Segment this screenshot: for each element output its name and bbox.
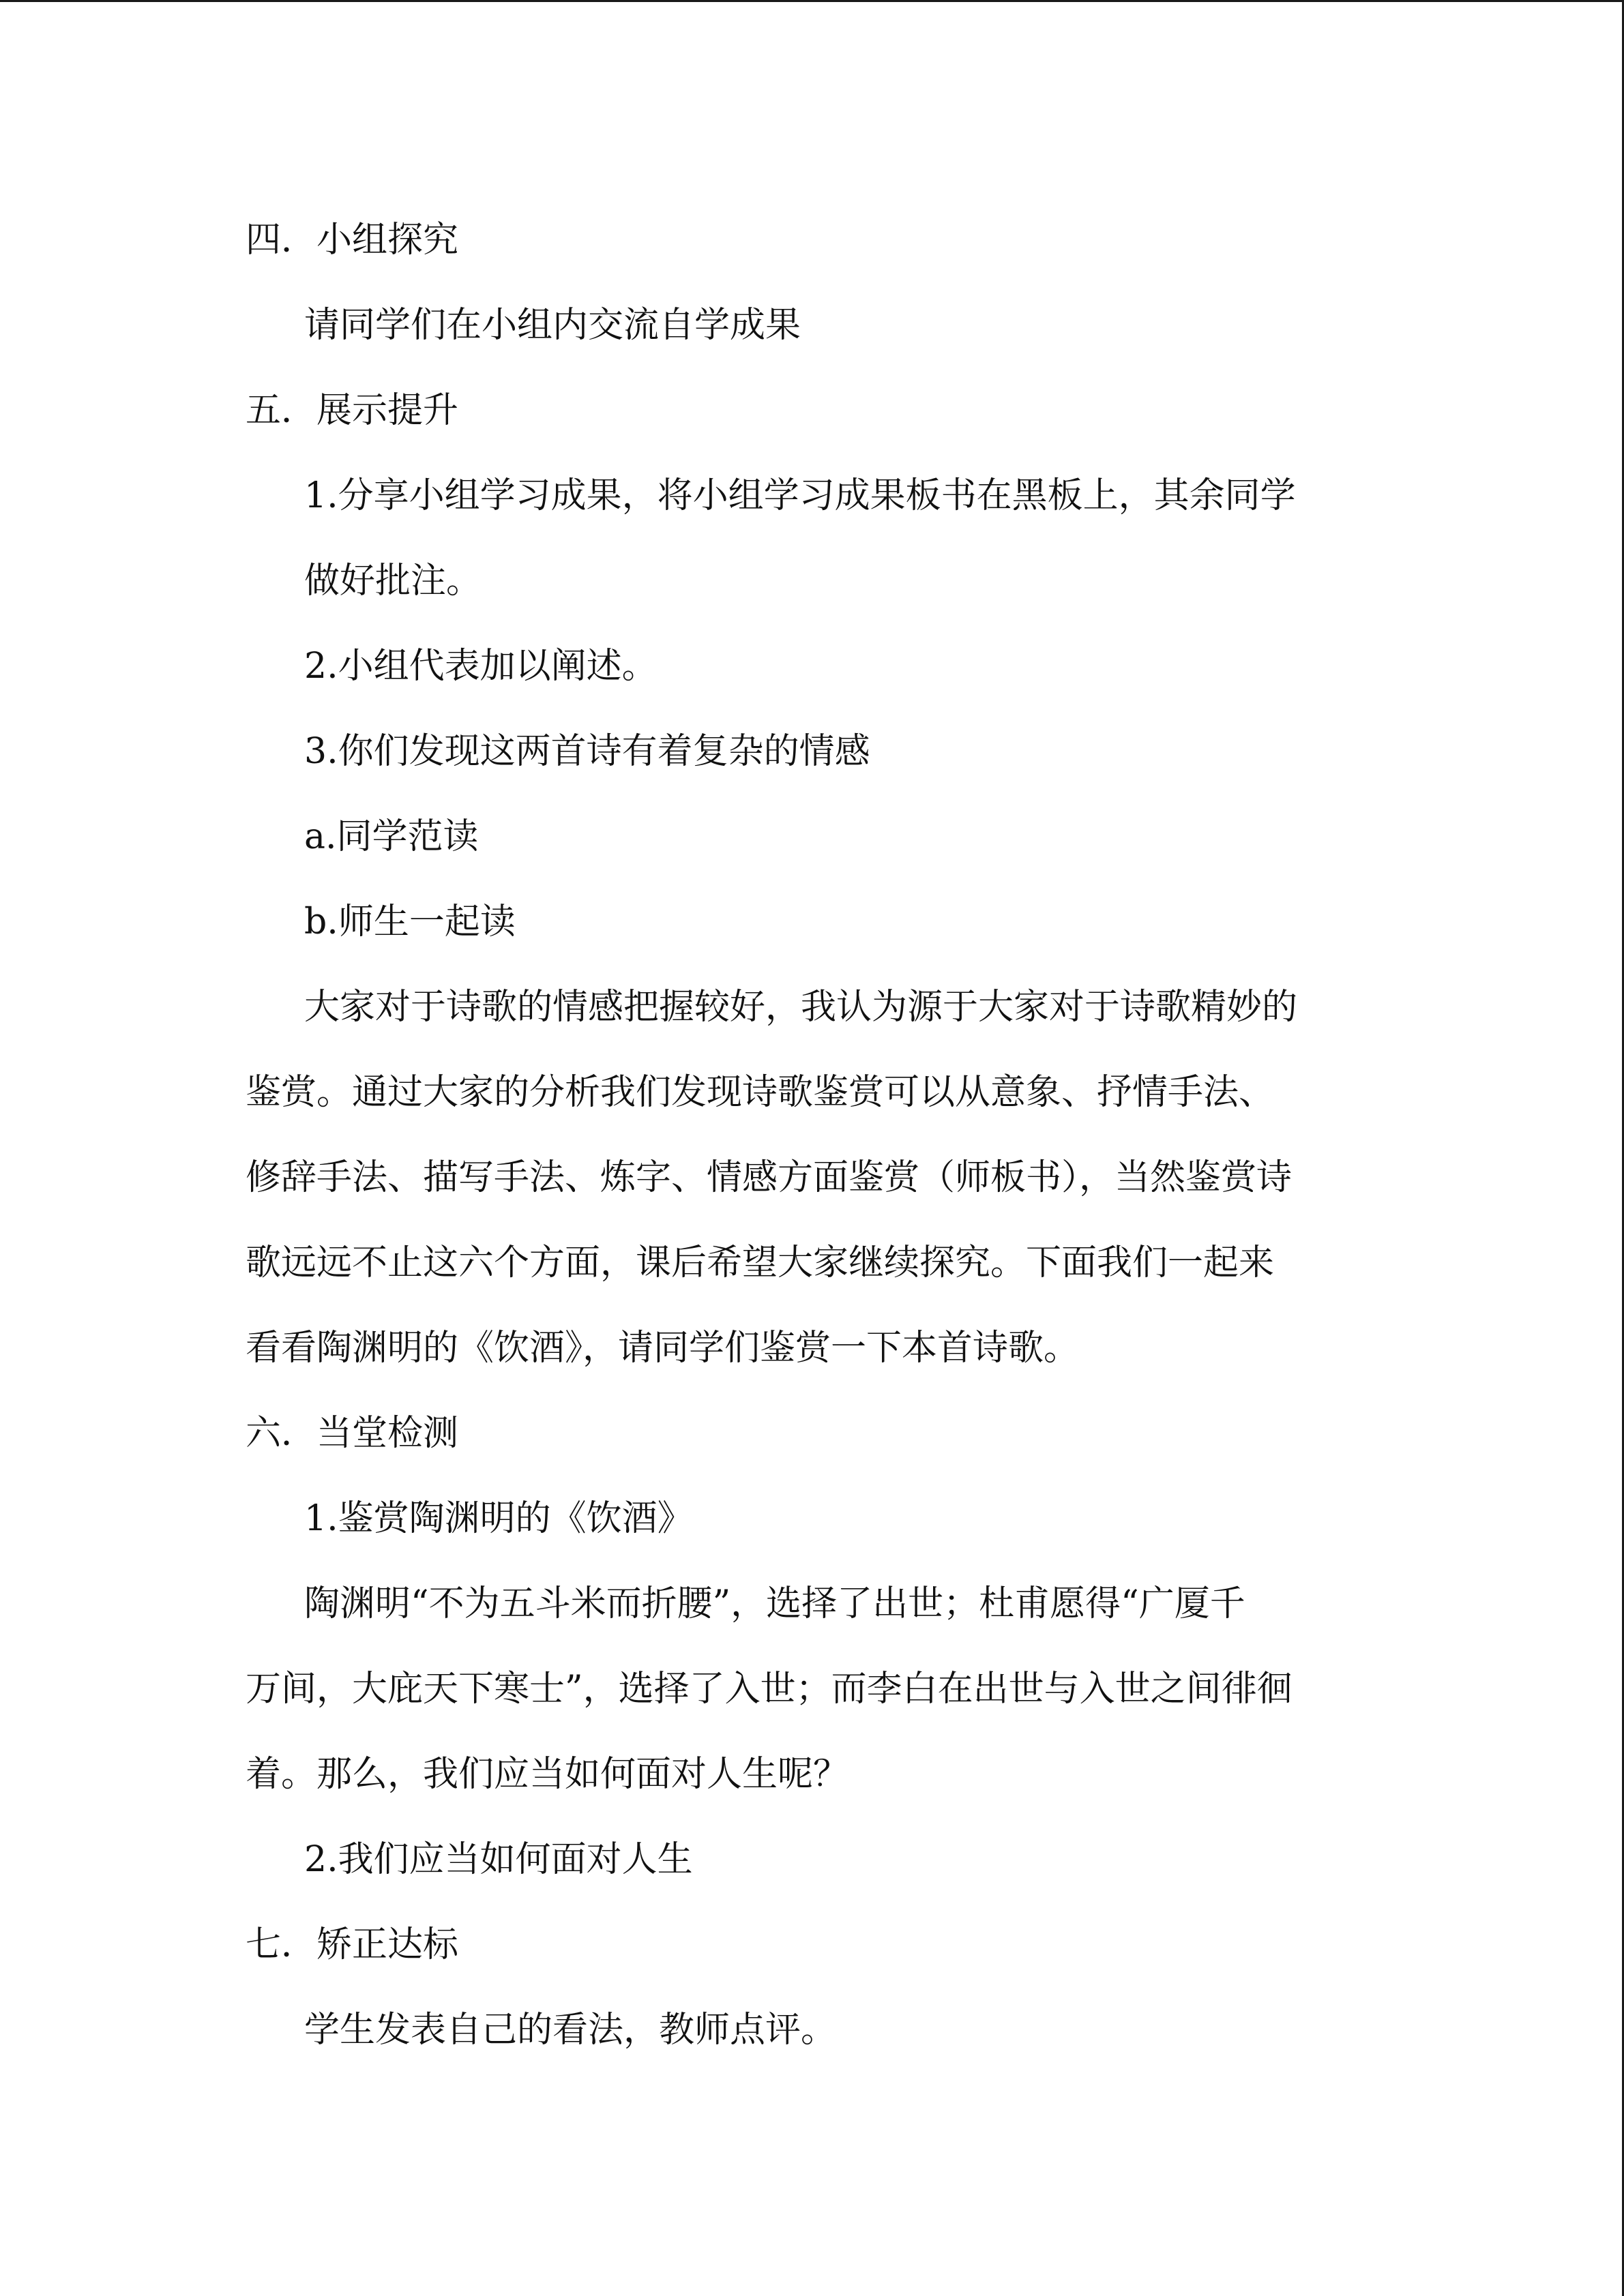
paragraph-line: 修辞手法、描写手法、炼字、情感方面鉴赏（师板书），当然鉴赏诗 [246,1157,1293,1198]
list-item-line: 2.我们应当如何面对人生 [304,1839,693,1880]
paragraph-line: 鉴赏。通过大家的分析我们发现诗歌鉴赏可以从意象、抒情手法、 [246,1072,1275,1113]
paragraph-line: 歌远远不止这六个方面，课后希望大家继续探究。下面我们一起来 [246,1242,1275,1283]
section-heading-class-test: 六．当堂检测 [246,1413,459,1454]
paragraph-line: 学生发表自己的看法，教师点评。 [304,2010,837,2051]
paragraph-line: 请同学们在小组内交流自学成果 [304,305,801,346]
list-item-line: 3.你们发现这两首诗有着复杂的情感 [304,731,870,772]
list-item-line: 2.小组代表加以阐述。 [304,646,658,687]
paragraph-line: 万间，大庇天下寒士”，选择了入世；而李白在出世与入世之间徘徊 [246,1669,1293,1710]
list-item-line: 做好批注。 [304,561,482,601]
list-item-line: b.师生一起读 [304,901,516,942]
section-heading-correction: 七．矫正达标 [246,1924,459,1965]
list-item-line: 1.分享小组学习成果，将小组学习成果板书在黑板上，其余同学 [304,475,1296,516]
list-item-line: 1.鉴赏陶渊明的《饮酒》 [304,1498,693,1539]
paragraph-line: 看看陶渊明的《饮酒》，请同学们鉴赏一下本首诗歌。 [246,1328,1080,1369]
list-item-line: a.同学范读 [304,816,479,857]
paragraph-line: 着。那么，我们应当如何面对人生呢？ [246,1754,849,1795]
paragraph-line: 大家对于诗歌的情感把握较好，我认为源于大家对于诗歌精妙的 [304,987,1298,1028]
section-heading-presentation: 五．展示提升 [246,390,459,431]
section-heading-group-inquiry: 四．小组探究 [246,220,459,260]
paragraph-line: 陶渊明“不为五斗米而折腰”，选择了出世；杜甫愿得“广厦千 [304,1583,1245,1624]
